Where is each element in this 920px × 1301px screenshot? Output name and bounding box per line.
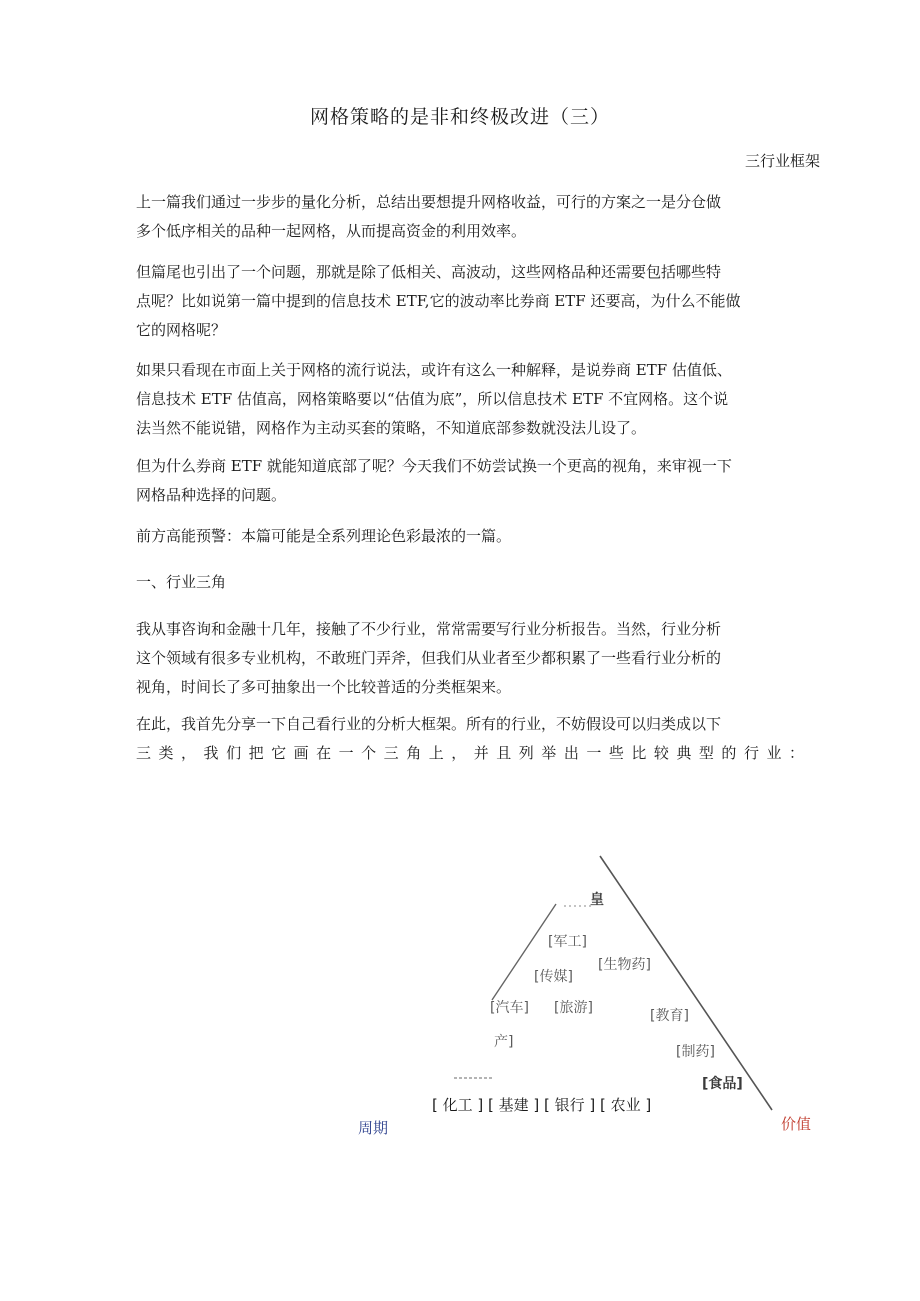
paragraph-line: 信息技术 ETF 估值高，网格策略要以“估值为底”，所以信息技术 ETF 不宜网格。这个说 (136, 390, 729, 408)
industry-label-partial: 产] (494, 1034, 514, 1050)
paragraph-line: 视角，时间长了多可抽象出一个比较普适的分类框架来。 (136, 678, 512, 696)
industry-label-bottom-row: [ 化工 ] [ 基建 ] [ 银行 ] [ 农业 ] (432, 1096, 652, 1114)
paragraph-line: 但篇尾也引出了一个问题，那就是除了低相关、高波动，这些网格品种还需要包括哪些特 (136, 263, 722, 281)
paragraph-line: 网格品种选择的问题。 (136, 486, 287, 504)
industry-label-tourism: [旅游] (554, 1000, 593, 1016)
section-heading (136, 568, 804, 597)
industry-label-education: [教育] (650, 1008, 689, 1024)
industry-label-media: [传媒] (534, 969, 573, 985)
paragraph-line: 这个领域有很多专业机构，不敢班门弄斧，但我们从业者至少都积累了一些看行业分析的 (136, 649, 722, 667)
paragraph (136, 188, 804, 246)
paragraph-line: 我从事咨询和金融十几年，接触了不少行业，常常需要写行业分析报告。当然，行业分析 (136, 620, 722, 638)
industry-triangle-diagram (0, 840, 920, 1160)
triangle-right-edge (600, 856, 772, 1110)
paragraph-line: 多个低序相关的品种一起网格，从而提高资金的利用效率。 (136, 222, 527, 240)
paragraph-line: 上一篇我们通过一步步的量化分析，总结出要想提升网格收益，可行的方案之一是分仓做 (136, 193, 722, 211)
paragraph-line: 法当然不能说错，网格作为主动买套的策略，不知道底部参数就没法儿设了。 (136, 419, 647, 437)
industry-label-military: [军工] (548, 934, 587, 950)
triangle-svg (0, 840, 920, 1160)
paragraph-line: 它的网格呢？ (136, 321, 227, 339)
paragraph (136, 258, 804, 345)
paragraph-line: 但为什么券商 ETF 就能知道底部了呢？今天我们不妨尝试换一个更高的视角，来审视一下 (136, 457, 732, 475)
paragraph-line: 点呢？比如说第一篇中提到的信息技术 ETF,它的波动率比券商 ETF 还要高，为什么不能做 (136, 292, 741, 310)
paragraph-line: 前方高能预警：本篇可能是全系列理论色彩最浓的一篇。 (136, 527, 512, 545)
industry-label-apex: 皇 (590, 892, 604, 908)
paragraph-line: 三类，我们把它画在一个三角上，并且列举出一些比较典型的行业： (136, 744, 804, 762)
industry-label-food: [食品] (702, 1076, 743, 1092)
paragraph (136, 710, 804, 768)
paragraph (136, 615, 804, 702)
section-heading-text: 一、行业三角 (136, 573, 227, 591)
document-title: 网格策略的是非和终极改进（三） (309, 106, 610, 128)
paragraph (136, 452, 804, 510)
paragraph (136, 522, 804, 551)
corner-label-value: 价值 (781, 1115, 812, 1133)
triangle-left-edge (492, 904, 556, 1000)
paragraph (136, 356, 804, 443)
paragraph-line: 如果只看现在市面上关于网格的流行说法，或许有这么一种解释，是说券商 ETF 估值低、 (136, 361, 732, 379)
industry-label-biomed: [生物药] (598, 957, 651, 973)
industry-label-auto: [汽车] (490, 1000, 529, 1016)
paragraph-line: 在此，我首先分享一下自己看行业的分析大框架。所有的行业，不妨假设可以归类成以下 (136, 715, 722, 733)
document-subtitle: 三行业框架 (744, 152, 820, 170)
corner-label-cycle: 周期 (358, 1119, 389, 1137)
industry-label-pharma: [制药] (676, 1044, 715, 1060)
